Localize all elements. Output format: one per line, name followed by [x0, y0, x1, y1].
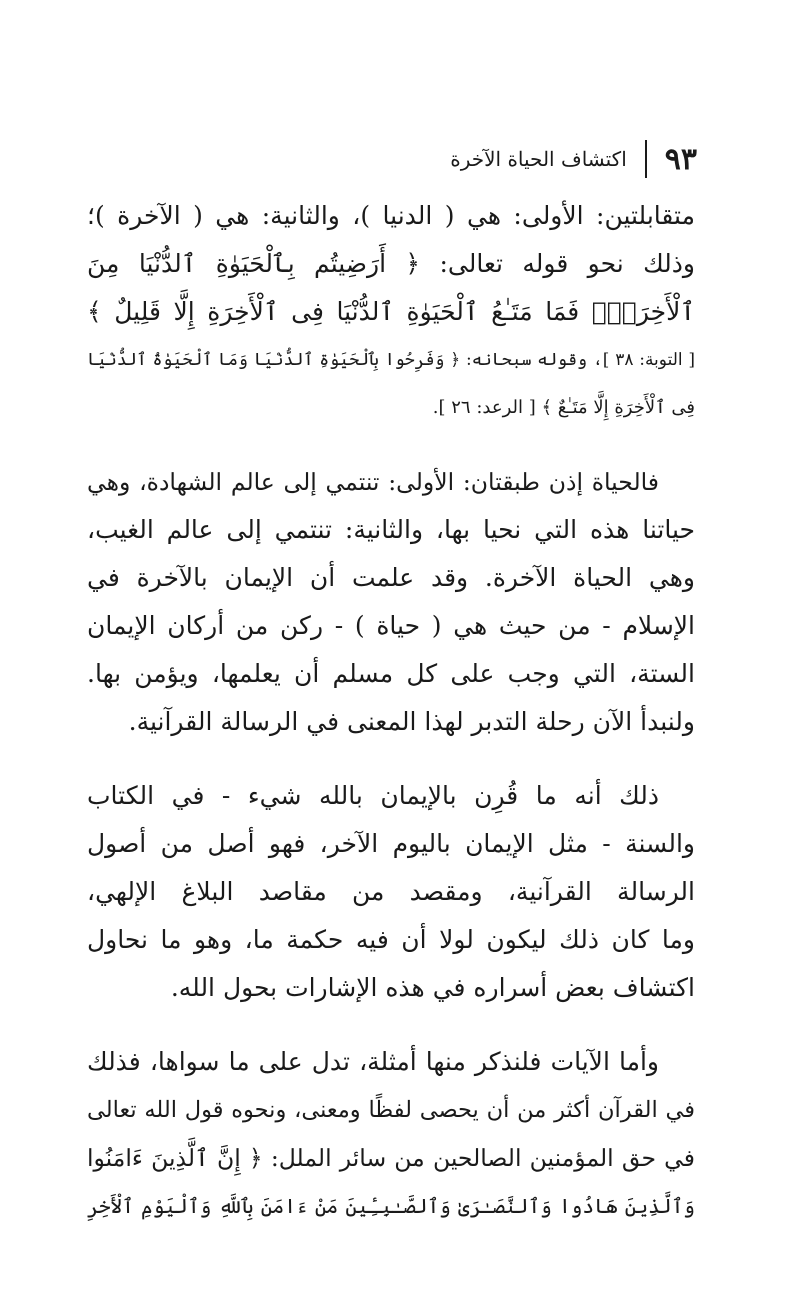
text-line: اكتشاف بعض أسراره في هذه الإشارات بحول الله. — [170, 973, 695, 1002]
text-line: وما كان ذلك ليكون لولا أن فيه حكمة ما، وهو ما نحاول — [87, 925, 695, 954]
page-header — [450, 138, 697, 180]
text-line: وهي الحياة الآخرة. وقد علمت أن الإيمان بالآخرة في — [87, 563, 695, 592]
text-line: متقابلتين: الأولى: هي ( الدنيا )، والثانية: هي ( الآخرة )؛ — [87, 201, 695, 230]
paragraph-2 — [87, 458, 695, 746]
page-body — [87, 192, 695, 1256]
text-line: الإسلام - من حيث هي ( حياة ) - ركن من أركان الإيمان — [87, 611, 695, 640]
citation-line: [ التوبة: ٣٨ ]، وقوله سبحانه: ﴿ وَفَرِحُوا بِٱلْحَيَوٰةِ ٱلدُّنْيَا وَمَا ٱلْحَيَوٰةُ ٱلدُّنْيَا — [87, 350, 695, 370]
header-divider — [645, 140, 647, 178]
paragraph-1 — [87, 192, 695, 432]
text-line: والسنة - مثل الإيمان باليوم الآخر، فهو أصل من أصول — [87, 829, 695, 858]
citation-line: فِى ٱلْأَخِرَةِ إِلَّا مَتَـٰعٌ ﴾ [ الرعد: ٢٦ ]. — [432, 397, 695, 418]
text-line: ذلك أنه ما قُرِن بالإيمان بالله شيء - في الكتاب — [87, 781, 659, 810]
page-number: ٩٣ — [664, 141, 697, 177]
paragraph-3 — [87, 772, 695, 1012]
text-line: حياتنا هذه التي نحيا بها، والثانية: تنتمي إلى عالم الغيب، — [87, 515, 695, 544]
text-line: في حق المؤمنين الصالحين من سائر الملل: ﴿ إِنَّ ٱلَّذِينَ ءَامَنُوا — [87, 1144, 695, 1172]
text-line: الرسالة القرآنية، ومقصد من مقاصد البلاغ الإلهي، — [87, 877, 695, 906]
quran-verse-line: ٱلْأَخِرَةِۚ فَمَا مَتَـٰعُ ٱلْحَيَوٰةِ ٱلدُّنْيَا فِى ٱلْأَخِرَةِ إِلَّا قَلِيلٌ ﴾ — [87, 297, 695, 326]
text-line: وذلك نحو قوله تعالى: ﴿ أَرَضِيتُم بِٱلْحَيَوٰةِ ٱلدُّنْيَا مِنَ — [87, 249, 695, 278]
quran-verse-line: وَٱلَّذِينَ هَادُوا وَٱلنَّصَـٰرَىٰ وَٱلصَّـٰبِـِٔينَ مَنْ ءَامَنَ بِٱللَّهِ وَٱلْيَوْمِ ٱلْأَخِرِ — [87, 1194, 695, 1218]
text-line: وأما الآيات فلنذكر منها أمثلة، تدل على ما سواها، فذلك — [87, 1047, 659, 1076]
text-line: فالحياة إذن طبقتان: الأولى: تنتمي إلى عالم الشهادة، وهي — [87, 468, 659, 496]
running-title: اكتشاف الحياة الآخرة — [450, 147, 627, 171]
text-line: في القرآن أكثر من أن يحصى لفظًا ومعنى، ونحوه قول الله تعالى — [87, 1097, 695, 1123]
paragraph-4 — [87, 1038, 695, 1230]
text-line: الستة، التي وجب على كل مسلم أن يعلمها، ويؤمن بها. — [87, 659, 695, 688]
text-line: ولنبدأ الآن رحلة التدبر لهذا المعنى في الرسالة القرآنية. — [128, 707, 695, 736]
